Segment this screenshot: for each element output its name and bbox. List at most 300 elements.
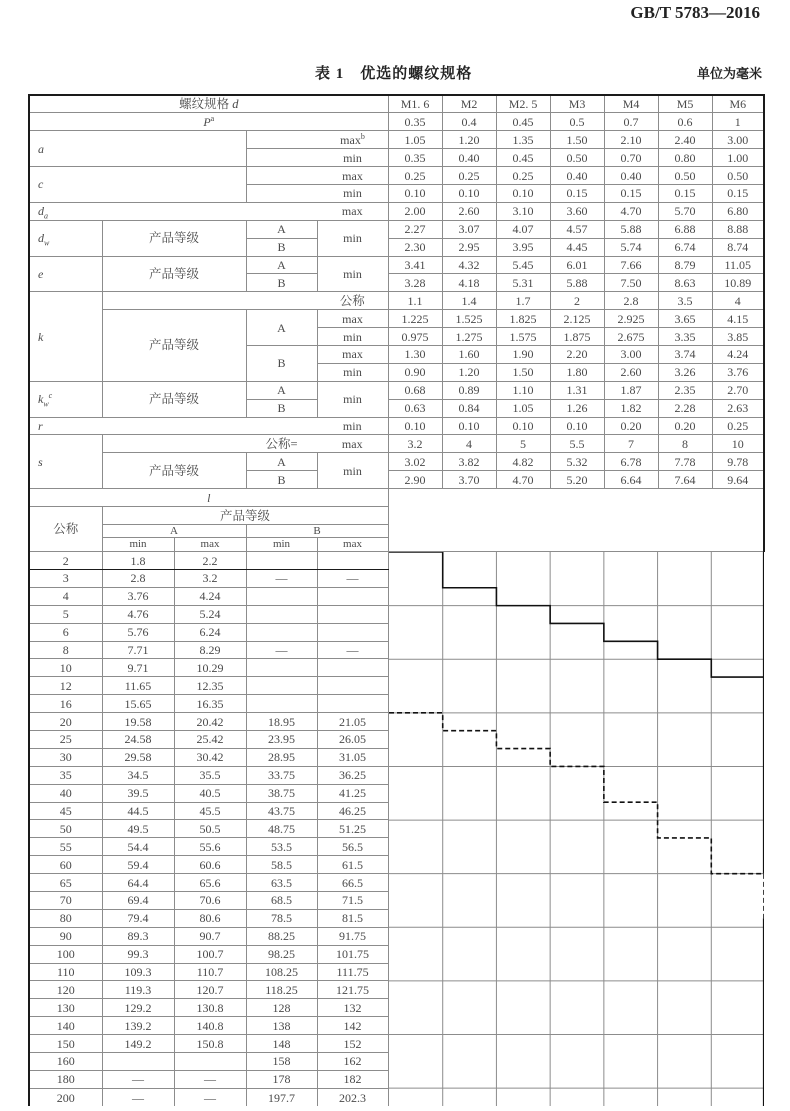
grade-b-max-cell: 152 bbox=[317, 1035, 388, 1053]
grade-a-min-cell: — bbox=[102, 1070, 174, 1088]
grade-b-min-cell bbox=[246, 677, 317, 695]
value-cell: 4 bbox=[712, 292, 764, 310]
grade-b-min-cell: 118.25 bbox=[246, 981, 317, 999]
grade-b-max-cell: 162 bbox=[317, 1053, 388, 1071]
nominal-length-cell: 50 bbox=[29, 820, 102, 838]
grade-a-max-cell: 60.6 bbox=[174, 856, 246, 874]
value-cell: 5.70 bbox=[658, 202, 712, 220]
value-cell: 1.90 bbox=[496, 345, 550, 363]
thread-size-cell: M3 bbox=[550, 95, 604, 113]
value-cell: 8.88 bbox=[712, 220, 764, 238]
thread-size-cell: M2. 5 bbox=[496, 95, 550, 113]
nominal-length-cell: 45 bbox=[29, 802, 102, 820]
c-symbol-cell bbox=[29, 167, 246, 203]
thread-size-cell: M6 bbox=[712, 95, 764, 113]
e-grade-a: A bbox=[246, 256, 317, 274]
value-cell: 1.80 bbox=[550, 363, 604, 381]
grade-a-max-cell: 55.6 bbox=[174, 838, 246, 856]
length-range-diagram bbox=[389, 552, 765, 1106]
grade-b-min-cell: — bbox=[246, 569, 317, 587]
a-min-label: min bbox=[246, 149, 388, 167]
grade-b-min-cell: 148 bbox=[246, 1035, 317, 1053]
da-max-row bbox=[29, 202, 764, 220]
grade-b-min-cell: 88.25 bbox=[246, 927, 317, 945]
value-cell: 1.50 bbox=[550, 131, 604, 149]
value-cell: 0.25 bbox=[442, 167, 496, 185]
value-cell: 1.35 bbox=[496, 131, 550, 149]
value-cell: 1.875 bbox=[550, 328, 604, 346]
grade-b-min-cell: 38.75 bbox=[246, 784, 317, 802]
grade-a-max-cell: 20.42 bbox=[174, 713, 246, 731]
grade-a-min-cell: 99.3 bbox=[102, 945, 174, 963]
value-cell: 0.50 bbox=[550, 149, 604, 167]
value-cell: 1.20 bbox=[442, 363, 496, 381]
pitch-row bbox=[29, 113, 764, 131]
grade-b-min-cell: 158 bbox=[246, 1053, 317, 1071]
value-cell: 7.78 bbox=[658, 453, 712, 471]
grade-a-max-cell: 35.5 bbox=[174, 766, 246, 784]
value-cell: 0.15 bbox=[550, 184, 604, 202]
grade-a-min-cell: 19.58 bbox=[102, 713, 174, 731]
value-cell: 0.70 bbox=[604, 149, 658, 167]
grade-b-min-cell: 28.95 bbox=[246, 748, 317, 766]
grade-b-min-cell bbox=[246, 659, 317, 677]
e-grade-b: B bbox=[246, 274, 317, 292]
grade-b-min-cell: 48.75 bbox=[246, 820, 317, 838]
value-cell: 2.10 bbox=[604, 131, 658, 149]
value-cell: 5.88 bbox=[604, 220, 658, 238]
nominal-length-cell: 65 bbox=[29, 874, 102, 892]
kw-grade-label: 产品等级 bbox=[102, 381, 246, 417]
value-cell: 5.20 bbox=[550, 471, 604, 489]
grade-a-min-cell: 5.76 bbox=[102, 623, 174, 641]
length-header-row bbox=[29, 489, 764, 507]
kw-grade-b: B bbox=[246, 399, 317, 417]
value-cell: 3.02 bbox=[388, 453, 442, 471]
grade-a-min-cell: 4.76 bbox=[102, 605, 174, 623]
value-cell: 0.40 bbox=[442, 149, 496, 167]
thread-spec-header bbox=[29, 95, 388, 113]
value-cell: 3.74 bbox=[658, 345, 712, 363]
value-cell: 0.10 bbox=[496, 184, 550, 202]
grade-b-max-cell: 132 bbox=[317, 999, 388, 1017]
value-cell: 3.41 bbox=[388, 256, 442, 274]
e-symbol: e bbox=[38, 266, 44, 281]
grade-a-min-cell: 129.2 bbox=[102, 999, 174, 1017]
value-cell: 0.25 bbox=[388, 167, 442, 185]
table-title bbox=[315, 62, 472, 83]
value-cell: 2.27 bbox=[388, 220, 442, 238]
grade-b-min-cell bbox=[246, 552, 317, 570]
k-b-max-label: max bbox=[317, 345, 388, 363]
thread-spec-table bbox=[28, 94, 765, 1106]
value-cell: 0.40 bbox=[550, 167, 604, 185]
nominal-length-cell: 16 bbox=[29, 695, 102, 713]
length-nominal-label: 公称 bbox=[29, 507, 102, 552]
grade-b-max-cell: 142 bbox=[317, 1017, 388, 1035]
value-cell: 0.40 bbox=[604, 167, 658, 185]
grade-b-max-cell bbox=[317, 587, 388, 605]
grade-a-min-cell: 34.5 bbox=[102, 766, 174, 784]
value-cell: 0.10 bbox=[442, 417, 496, 435]
nominal-length-cell: 3 bbox=[29, 569, 102, 587]
kw-a-row bbox=[29, 381, 764, 399]
k-a-max-label: max bbox=[317, 310, 388, 328]
grade-a-min-cell: 69.4 bbox=[102, 892, 174, 910]
value-cell: 2.40 bbox=[658, 131, 712, 149]
nominal-length-cell: 55 bbox=[29, 838, 102, 856]
value-cell: 3.07 bbox=[442, 220, 496, 238]
value-cell: 2.675 bbox=[604, 328, 658, 346]
s-min-label: min bbox=[317, 453, 388, 489]
k-grade-b: B bbox=[246, 345, 317, 381]
value-cell: 0.6 bbox=[658, 113, 712, 131]
da-subscript: a bbox=[44, 211, 48, 221]
value-cell: 3.00 bbox=[604, 345, 658, 363]
value-cell: 0.25 bbox=[712, 417, 764, 435]
thread-symbol: d bbox=[232, 97, 239, 112]
grade-a-min-cell: 49.5 bbox=[102, 820, 174, 838]
grade-b-min-cell: 53.5 bbox=[246, 838, 317, 856]
value-cell: 4.70 bbox=[604, 202, 658, 220]
k-nominal-label: 公称 bbox=[317, 292, 388, 310]
kw-note: c bbox=[48, 391, 53, 401]
grade-a-max-cell: 45.5 bbox=[174, 802, 246, 820]
nominal-length-cell: 35 bbox=[29, 766, 102, 784]
s-nominal-label: 公称= bbox=[246, 435, 317, 453]
r-min-label: min bbox=[317, 417, 388, 435]
value-cell: 4.24 bbox=[712, 345, 764, 363]
value-cell: 5 bbox=[496, 435, 550, 453]
grade-b-min-cell bbox=[246, 605, 317, 623]
grade-a-min-cell: 89.3 bbox=[102, 927, 174, 945]
grade-a-max-cell: 80.6 bbox=[174, 909, 246, 927]
kw-symbol: k bbox=[38, 392, 44, 407]
value-cell: 9.64 bbox=[712, 471, 764, 489]
grade-a-min-cell: 149.2 bbox=[102, 1035, 174, 1053]
c-min-label: min bbox=[246, 184, 388, 202]
grade-b-min-cell: 68.5 bbox=[246, 892, 317, 910]
value-cell: 11.05 bbox=[712, 256, 764, 274]
value-cell: 0.15 bbox=[604, 184, 658, 202]
value-cell: 0.45 bbox=[496, 113, 550, 131]
nominal-length-cell: 90 bbox=[29, 927, 102, 945]
nominal-length-cell: 8 bbox=[29, 641, 102, 659]
grade-b-max-cell bbox=[317, 659, 388, 677]
kw-grade-a: A bbox=[246, 381, 317, 399]
nominal-length-cell: 12 bbox=[29, 677, 102, 695]
k-b-min-label: min bbox=[317, 363, 388, 381]
k-a-min-label: min bbox=[317, 328, 388, 346]
length-b-min-label: min bbox=[246, 538, 317, 552]
dw-min-label: min bbox=[317, 220, 388, 256]
value-cell: 1.00 bbox=[712, 149, 764, 167]
grade-b-max-cell: 101.75 bbox=[317, 945, 388, 963]
value-cell: 4.45 bbox=[550, 238, 604, 256]
grade-a-max-cell: 150.8 bbox=[174, 1035, 246, 1053]
value-cell: 5.5 bbox=[550, 435, 604, 453]
value-cell: 7.64 bbox=[658, 471, 712, 489]
nominal-length-cell: 130 bbox=[29, 999, 102, 1017]
value-cell: 4.57 bbox=[550, 220, 604, 238]
nominal-length-cell: 60 bbox=[29, 856, 102, 874]
value-cell: 0.45 bbox=[496, 149, 550, 167]
s-grade-a: A bbox=[246, 453, 317, 471]
grade-a-min-cell: 11.65 bbox=[102, 677, 174, 695]
grade-a-min-cell: 109.3 bbox=[102, 963, 174, 981]
nominal-length-cell: 70 bbox=[29, 892, 102, 910]
value-cell: 1.87 bbox=[604, 381, 658, 399]
value-cell: 1.30 bbox=[388, 345, 442, 363]
value-cell: 10.89 bbox=[712, 274, 764, 292]
length-grade-label: 产品等级 bbox=[102, 507, 388, 525]
solid-boundary-line bbox=[389, 552, 765, 677]
grade-b-max-cell bbox=[317, 677, 388, 695]
value-cell: 4 bbox=[442, 435, 496, 453]
value-cell: 0.10 bbox=[496, 417, 550, 435]
grade-b-min-cell bbox=[246, 695, 317, 713]
grade-b-max-cell bbox=[317, 552, 388, 570]
value-cell: 3.28 bbox=[388, 274, 442, 292]
value-cell: 2.8 bbox=[604, 292, 658, 310]
value-cell: 0.7 bbox=[604, 113, 658, 131]
kw-min-label: min bbox=[317, 381, 388, 417]
k-grade-a: A bbox=[246, 310, 317, 346]
length-a-min-label: min bbox=[102, 538, 174, 552]
grade-b-max-cell: 41.25 bbox=[317, 784, 388, 802]
e-a-row bbox=[29, 256, 764, 274]
nominal-length-cell: 200 bbox=[29, 1088, 102, 1106]
value-cell: 3.65 bbox=[658, 310, 712, 328]
value-cell: 6.80 bbox=[712, 202, 764, 220]
r-min-row bbox=[29, 417, 764, 435]
c-symbol: c bbox=[38, 177, 44, 192]
grade-b-min-cell: 63.5 bbox=[246, 874, 317, 892]
max-label: max bbox=[340, 132, 361, 147]
grade-a-max-cell: 4.24 bbox=[174, 587, 246, 605]
value-cell: 5.45 bbox=[496, 256, 550, 274]
s-max-label: max bbox=[317, 435, 388, 453]
value-cell: 0.35 bbox=[388, 149, 442, 167]
grade-b-max-cell: 91.75 bbox=[317, 927, 388, 945]
pitch-symbol: P bbox=[203, 114, 211, 129]
grade-a-max-cell: 8.29 bbox=[174, 641, 246, 659]
grade-b-max-cell: — bbox=[317, 569, 388, 587]
grade-a-max-cell: 65.6 bbox=[174, 874, 246, 892]
standard-number: GB/T 5783—2016 bbox=[630, 3, 760, 22]
grade-b-min-cell: 197.7 bbox=[246, 1088, 317, 1106]
e-symbol-cell bbox=[29, 256, 102, 292]
value-cell: 2.90 bbox=[388, 471, 442, 489]
nominal-length-cell: 30 bbox=[29, 748, 102, 766]
a-max-note: b bbox=[360, 131, 365, 141]
grade-a-min-cell bbox=[102, 1053, 174, 1071]
s-nominal-row bbox=[29, 435, 764, 453]
c-max-label: max bbox=[246, 167, 388, 185]
grade-b-max-cell: 121.75 bbox=[317, 981, 388, 999]
nominal-length-cell: 25 bbox=[29, 731, 102, 749]
thread-size-cell: M1. 6 bbox=[388, 95, 442, 113]
dw-grade-a: A bbox=[246, 220, 317, 238]
k-symbol-cell bbox=[29, 292, 102, 381]
value-cell: 4.07 bbox=[496, 220, 550, 238]
s-a-row bbox=[29, 453, 764, 471]
grade-b-min-cell: 78.5 bbox=[246, 909, 317, 927]
value-cell: 0.25 bbox=[496, 167, 550, 185]
value-cell: 3.70 bbox=[442, 471, 496, 489]
da-symbol-cell bbox=[29, 202, 317, 220]
value-cell: 5.32 bbox=[550, 453, 604, 471]
value-cell: 8 bbox=[658, 435, 712, 453]
c-max-row bbox=[29, 167, 764, 185]
value-cell: 8.74 bbox=[712, 238, 764, 256]
length-b-max-label: max bbox=[317, 538, 388, 552]
a-max-label bbox=[246, 131, 388, 149]
grade-b-max-cell: 36.25 bbox=[317, 766, 388, 784]
grade-b-min-cell: 128 bbox=[246, 999, 317, 1017]
grade-a-min-cell: 1.8 bbox=[102, 552, 174, 570]
nominal-length-cell: 4 bbox=[29, 587, 102, 605]
value-cell: 1.05 bbox=[388, 131, 442, 149]
dw-grade-b: B bbox=[246, 238, 317, 256]
k-nominal-spacer bbox=[102, 292, 317, 310]
pitch-header bbox=[29, 113, 388, 131]
k-grade-label: 产品等级 bbox=[102, 310, 246, 382]
value-cell: 0.10 bbox=[388, 184, 442, 202]
grade-b-max-cell: 21.05 bbox=[317, 713, 388, 731]
grade-a-min-cell: 119.3 bbox=[102, 981, 174, 999]
s-grade-b: B bbox=[246, 471, 317, 489]
value-cell: 0.10 bbox=[550, 417, 604, 435]
grade-a-min-cell: — bbox=[102, 1088, 174, 1106]
value-cell: 2.60 bbox=[604, 363, 658, 381]
value-cell: 6.01 bbox=[550, 256, 604, 274]
nominal-length-cell: 6 bbox=[29, 623, 102, 641]
s-grade-label: 产品等级 bbox=[102, 453, 246, 489]
grade-b-max-cell: 26.05 bbox=[317, 731, 388, 749]
value-cell: 1.60 bbox=[442, 345, 496, 363]
value-cell: 1.1 bbox=[388, 292, 442, 310]
value-cell: 1.825 bbox=[496, 310, 550, 328]
value-cell: 2.95 bbox=[442, 238, 496, 256]
grade-a-max-cell: 100.7 bbox=[174, 945, 246, 963]
grade-b-min-cell: 58.5 bbox=[246, 856, 317, 874]
value-cell: 0.68 bbox=[388, 381, 442, 399]
grade-a-min-cell: 3.76 bbox=[102, 587, 174, 605]
thread-size-row bbox=[29, 95, 764, 113]
grade-a-max-cell: — bbox=[174, 1088, 246, 1106]
length-grade-a: A bbox=[102, 525, 246, 538]
table-number: 表 1 bbox=[315, 66, 345, 82]
grade-a-max-cell: 50.5 bbox=[174, 820, 246, 838]
grade-b-min-cell bbox=[246, 587, 317, 605]
grade-a-max-cell: 6.24 bbox=[174, 623, 246, 641]
nominal-length-cell: 150 bbox=[29, 1035, 102, 1053]
value-cell: 0.80 bbox=[658, 149, 712, 167]
grade-b-max-cell: 111.75 bbox=[317, 963, 388, 981]
grade-b-min-cell: 18.95 bbox=[246, 713, 317, 731]
value-cell: 0.84 bbox=[442, 399, 496, 417]
nominal-length-cell: 140 bbox=[29, 1017, 102, 1035]
value-cell: 0.5 bbox=[550, 113, 604, 131]
value-cell: 1.50 bbox=[496, 363, 550, 381]
grade-b-max-cell: 182 bbox=[317, 1070, 388, 1088]
value-cell: 3.95 bbox=[496, 238, 550, 256]
nominal-length-cell: 160 bbox=[29, 1053, 102, 1071]
grade-a-max-cell bbox=[174, 1053, 246, 1071]
value-cell: 5.88 bbox=[550, 274, 604, 292]
table-name: 优选的螺纹规格 bbox=[360, 66, 473, 82]
a-symbol-cell bbox=[29, 131, 246, 167]
nominal-length-cell: 100 bbox=[29, 945, 102, 963]
grade-a-max-cell: 140.8 bbox=[174, 1017, 246, 1035]
nominal-length-cell: 10 bbox=[29, 659, 102, 677]
grade-a-max-cell: 16.35 bbox=[174, 695, 246, 713]
s-symbol: s bbox=[38, 454, 43, 469]
grade-a-max-cell: 40.5 bbox=[174, 784, 246, 802]
grade-a-min-cell: 7.71 bbox=[102, 641, 174, 659]
value-cell: 3.00 bbox=[712, 131, 764, 149]
e-grade-label: 产品等级 bbox=[102, 256, 246, 292]
nominal-length-cell: 110 bbox=[29, 963, 102, 981]
nominal-length-cell: 20 bbox=[29, 713, 102, 731]
grade-b-max-cell: 61.5 bbox=[317, 856, 388, 874]
s-symbol-cell bbox=[29, 435, 102, 489]
r-symbol-cell bbox=[29, 417, 317, 435]
dw-symbol-cell bbox=[29, 220, 102, 256]
value-cell: 0.4 bbox=[442, 113, 496, 131]
dw-grade-label: 产品等级 bbox=[102, 220, 246, 256]
value-cell: 5.31 bbox=[496, 274, 550, 292]
nominal-length-cell: 120 bbox=[29, 981, 102, 999]
a-max-row bbox=[29, 131, 764, 149]
a-symbol: a bbox=[38, 141, 44, 156]
grade-b-min-cell: 98.25 bbox=[246, 945, 317, 963]
nominal-length-cell: 5 bbox=[29, 605, 102, 623]
value-cell: 8.63 bbox=[658, 274, 712, 292]
value-cell: 0.63 bbox=[388, 399, 442, 417]
k-nominal-row bbox=[29, 292, 764, 310]
grade-a-min-cell: 2.8 bbox=[102, 569, 174, 587]
value-cell: 1.05 bbox=[496, 399, 550, 417]
grade-a-max-cell: 30.42 bbox=[174, 748, 246, 766]
value-cell: 6.64 bbox=[604, 471, 658, 489]
thread-size-cell: M2 bbox=[442, 95, 496, 113]
value-cell: 4.15 bbox=[712, 310, 764, 328]
grade-a-max-cell: 90.7 bbox=[174, 927, 246, 945]
value-cell: 2.00 bbox=[388, 202, 442, 220]
value-cell: 4.70 bbox=[496, 471, 550, 489]
grade-b-min-cell: 23.95 bbox=[246, 731, 317, 749]
unit-note: 单位为毫米 bbox=[696, 66, 762, 81]
grade-a-min-cell: 64.4 bbox=[102, 874, 174, 892]
value-cell: 2.60 bbox=[442, 202, 496, 220]
value-cell: 9.78 bbox=[712, 453, 764, 471]
kw-subscript: w bbox=[43, 399, 49, 409]
value-cell: 3.82 bbox=[442, 453, 496, 471]
value-cell: 3.85 bbox=[712, 328, 764, 346]
value-cell: 1.31 bbox=[550, 381, 604, 399]
pitch-note: a bbox=[210, 113, 215, 123]
dw-subscript: w bbox=[44, 238, 50, 248]
grade-b-min-cell: 33.75 bbox=[246, 766, 317, 784]
kw-symbol-cell bbox=[29, 381, 102, 417]
value-cell: 0.15 bbox=[712, 184, 764, 202]
value-cell: 1.275 bbox=[442, 328, 496, 346]
length-a-max-label: max bbox=[174, 538, 246, 552]
value-cell: 3.60 bbox=[550, 202, 604, 220]
value-cell: 0.20 bbox=[658, 417, 712, 435]
